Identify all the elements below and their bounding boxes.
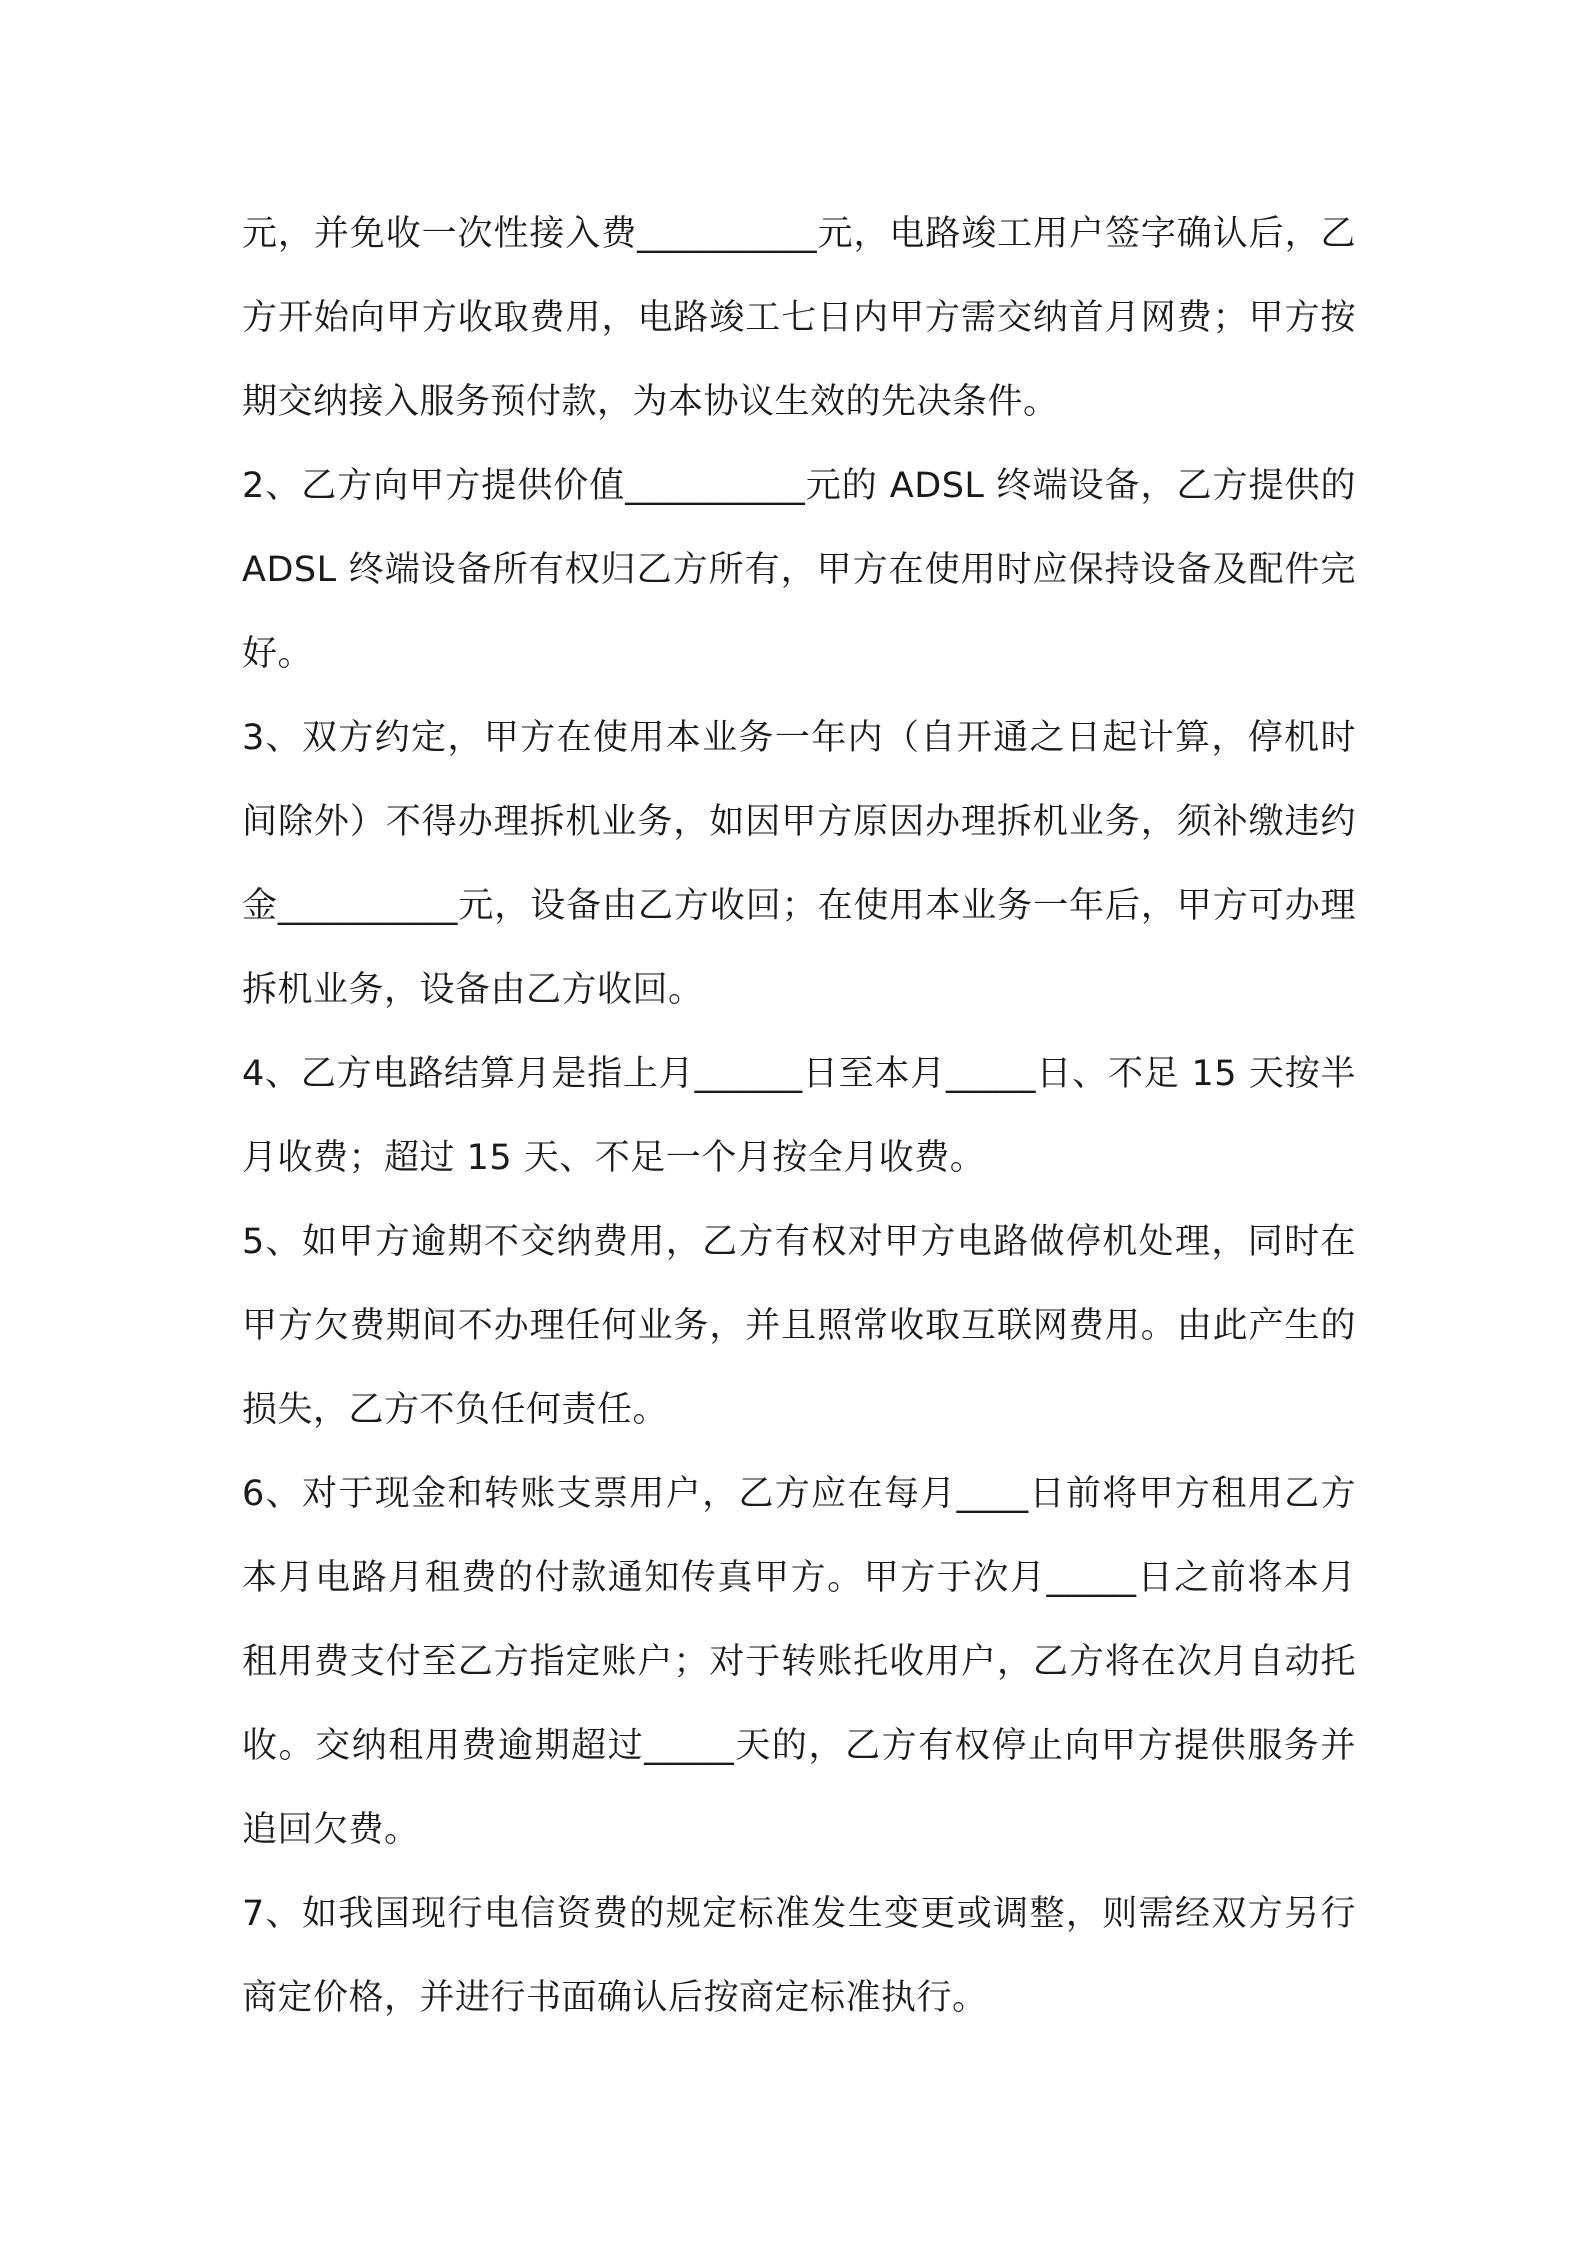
paragraph-clause-4: 4、乙方电路结算月是指上月______日至本月_____日、不足 15 天按半月收费；超过 15 天、不足一个月按全月收费。 — [242, 1054, 1356, 1178]
paragraph-clause-2: 2、乙方向甲方提供价值__________元的 ADSL 终端设备，乙方提供的 ADSL 终端设备所有权归乙方所有，甲方在使用时应保持设备及配件完好。 — [242, 466, 1356, 674]
paragraph-clause-5: 5、如甲方逾期不交纳费用，乙方有权对甲方电路做停机处理，同时在甲方欠费期间不办理任何业务，并且照常收取互联网费用。由此产生的损失，乙方不负任何责任。 — [242, 1222, 1356, 1430]
paragraph-continued-fees: 元，并免收一次性接入费__________元，电路竣工用户签字确认后，乙方开始向甲方收取费用，电路竣工七日内甲方需交纳首月网费；甲方按期交纳接入服务预付款，为本协议生效的先决条件。 — [242, 214, 1356, 422]
paragraph-clause-7: 7、如我国现行电信资费的规定标准发生变更或调整，则需经双方另行商定价格，并进行书面确认后按商定标准执行。 — [242, 1894, 1356, 2018]
paragraph-clause-3: 3、双方约定，甲方在使用本业务一年内（自开通之日起计算，停机时间除外）不得办理拆机业务，如因甲方原因办理拆机业务，须补缴违约金__________元，设备由乙方收回；在使用本业务一年后，甲方可办理拆机业务，设备由乙方收回。 — [242, 718, 1356, 1010]
paragraph-clause-6: 6、对于现金和转账支票用户，乙方应在每月____日前将甲方租用乙方本月电路月租费的付款通知传真甲方。甲方于次月_____日之前将本月租用费支付至乙方指定账户；对于转账托收用户，乙方将在次月自动托收。交纳租用费逾期超过_____天的，乙方有权停止向甲方提供服务并追回欠费。 — [242, 1474, 1356, 1850]
